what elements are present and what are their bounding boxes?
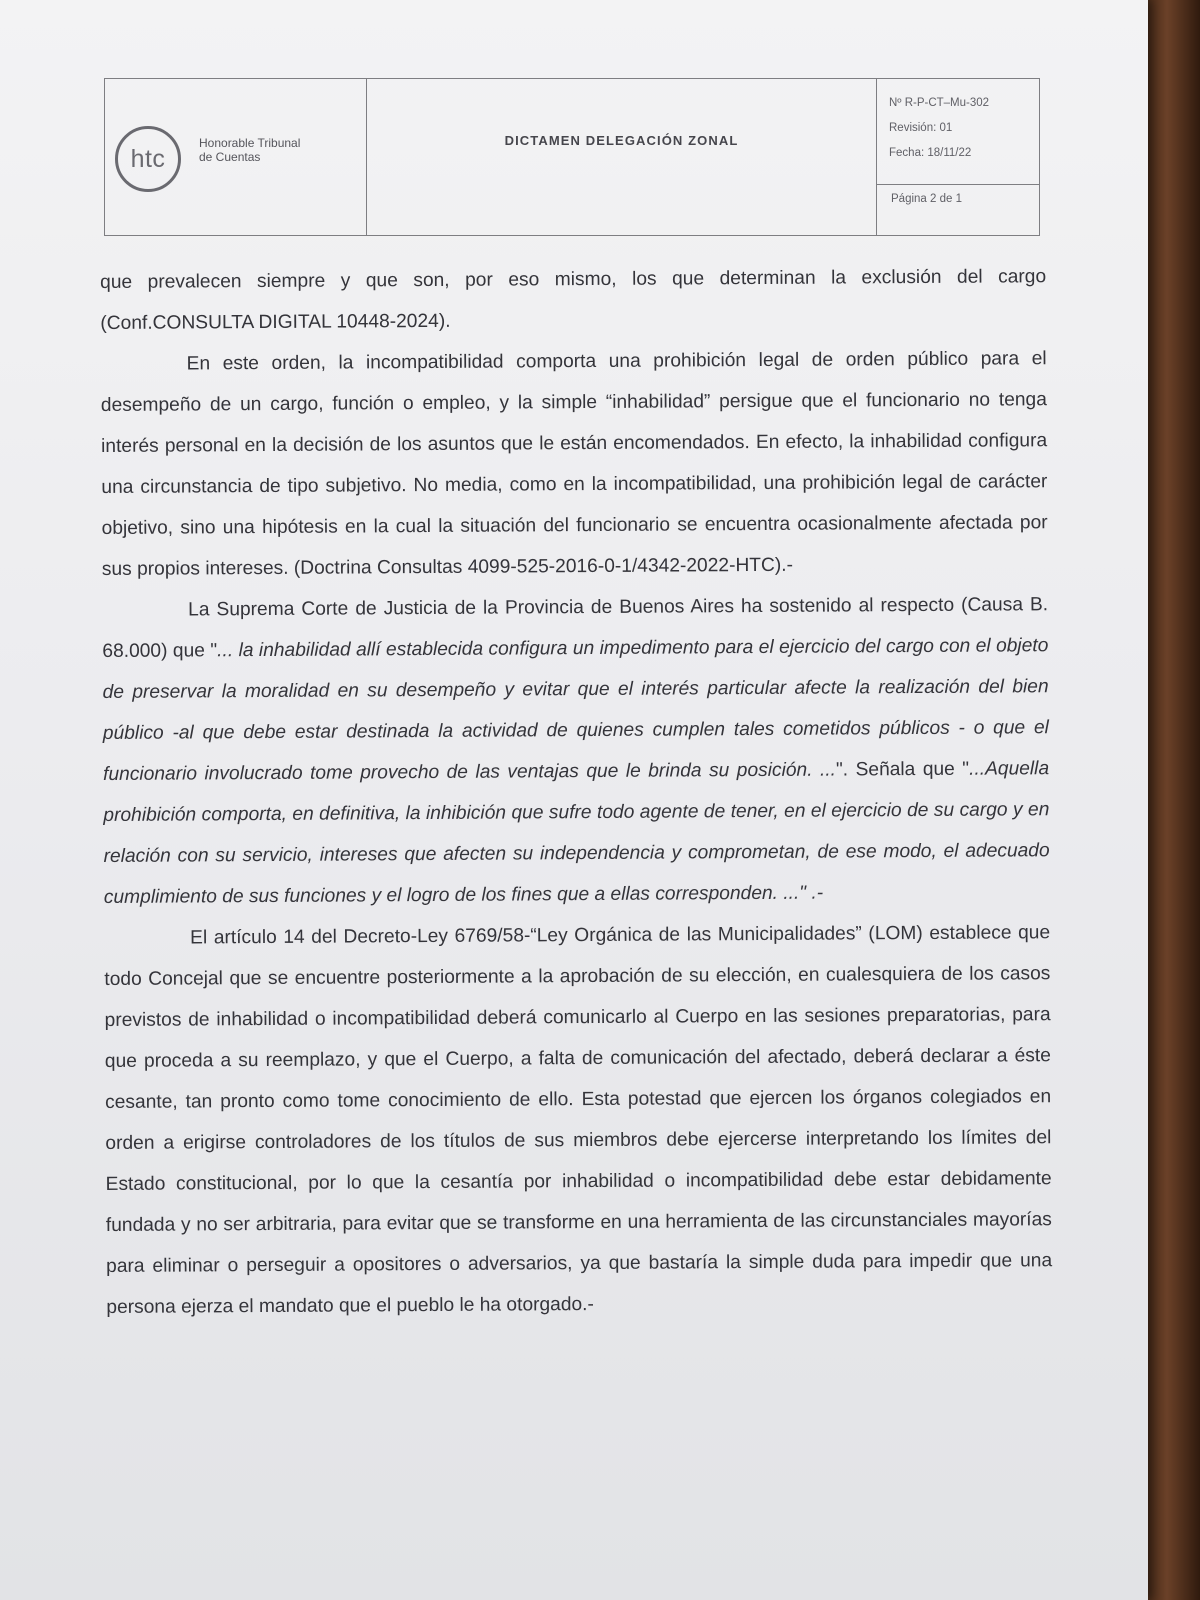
paragraph-3-intro: La Suprema Corte de Justicia de la Provincia de Buenos Aires ha sostenido al respecto (Causa B. 68.000) que " bbox=[102, 594, 1049, 662]
header-logo-cell bbox=[105, 79, 367, 235]
organization-name bbox=[199, 136, 349, 164]
document-meta bbox=[877, 79, 1039, 185]
paragraph-1: que prevalecen siempre y que son, por eso mismo, los que determinan la exclusión del cargo (Conf.CONSULTA DIGITAL 10448-2024). bbox=[100, 266, 1047, 334]
paragraph-4: El artículo 14 del Decreto-Ley 6769/58-“Ley Orgánica de las Municipalidades” (LOM) establece que todo Concejal que se encuentre posteriormente a la aprobación de su elección, en cualesquiera de los casos previstos de inhabilidad o incompatibilidad deberá comunicarlo al Cuerpo en las sesiones preparatorias, para que proceda a su reemplazo, y que el Cuerpo, a falta de comunicación del afectado, deberá declarar a éste cesante, tan pronto como tome conocimiento de ello. Esta potestad que ejercen los órganos colegiados en orden a erigirse controladores de los títulos de sus miembros debe ejercerse interpretando los límites del Estado constitucional, por lo que la cesantía por inhabilidad o incompatibilidad debe estar debidamente fundada y no ser arbitraria, para evitar que se transforme en una herramienta de las circunstanciales mayorías para eliminar o perseguir a opositores o adversarios, ya que bastaría la simple duda para impedir que una persona ejerza el mandato que el pueblo le ha otorgado.- bbox=[104, 922, 1053, 1318]
htc-logo: htc bbox=[115, 126, 181, 192]
page-number-cell bbox=[877, 185, 1039, 235]
organization-name-line2: de Cuentas bbox=[199, 150, 261, 164]
court-quote-2: ...Aquella prohibición comporta, en definitiva, la inhibición que sufre todo agente de tener, en el ejercicio de su cargo y en relación con su servicio, intereses que afecten su independencia y comprometan, de ese modo, el adecuado cumplimiento de sus funciones y el logro de los fines que a ellas corresponden. ..." .- bbox=[103, 758, 1050, 908]
document-date: Fecha: 18/11/22 bbox=[889, 147, 972, 159]
document-body bbox=[100, 256, 1052, 1328]
page-number: Página 2 de 1 bbox=[891, 193, 962, 205]
organization-name-line1: Honorable Tribunal bbox=[199, 136, 301, 150]
document-revision: Revisión: 01 bbox=[889, 122, 953, 134]
header-meta-cell bbox=[877, 79, 1039, 235]
desk-background bbox=[1140, 0, 1200, 1600]
document-number: Nº R-P-CT–Mu-302 bbox=[889, 97, 990, 109]
document-header-table bbox=[104, 78, 1040, 236]
paragraph-2: En este orden, la incompatibilidad comporta una prohibición legal de orden público para el desempeño de un cargo, función o empleo, y la simple “inhabilidad” persigue que el funcionario no tenga interés personal en la decisión de los asuntos que le están encomendados. En efecto, la inhabilidad configura una circunstancia de tipo subjetivo. No media, como en la incompatibilidad, una prohibición legal de carácter objetivo, sino una hipótesis en la cual la situación del funcionario se encuentra ocasionalmente afectada por sus propios intereses. (Doctrina Consultas 4099-525-2016-0-1/4342-2022-HTC).- bbox=[100, 348, 1048, 580]
paragraph-3-connector: ". Señala que " bbox=[835, 758, 970, 781]
header-title-cell bbox=[367, 79, 877, 235]
court-quote-1: ... la inhabilidad allí establecida configura un impedimento para el ejercicio del cargo con el objeto de preservar la moralidad en su desempeño y evitar que el interés particular afecte la realización del bien público -al que debe estar destinada la actividad de quienes cumplen tales cometidos públicos - o que el funcionario involucrado tome provecho de las ventajas que le brinda su posición. ... bbox=[102, 635, 1049, 785]
paragraph-3 bbox=[102, 584, 1050, 918]
document-title: DICTAMEN DELEGACIÓN ZONAL bbox=[504, 133, 739, 148]
